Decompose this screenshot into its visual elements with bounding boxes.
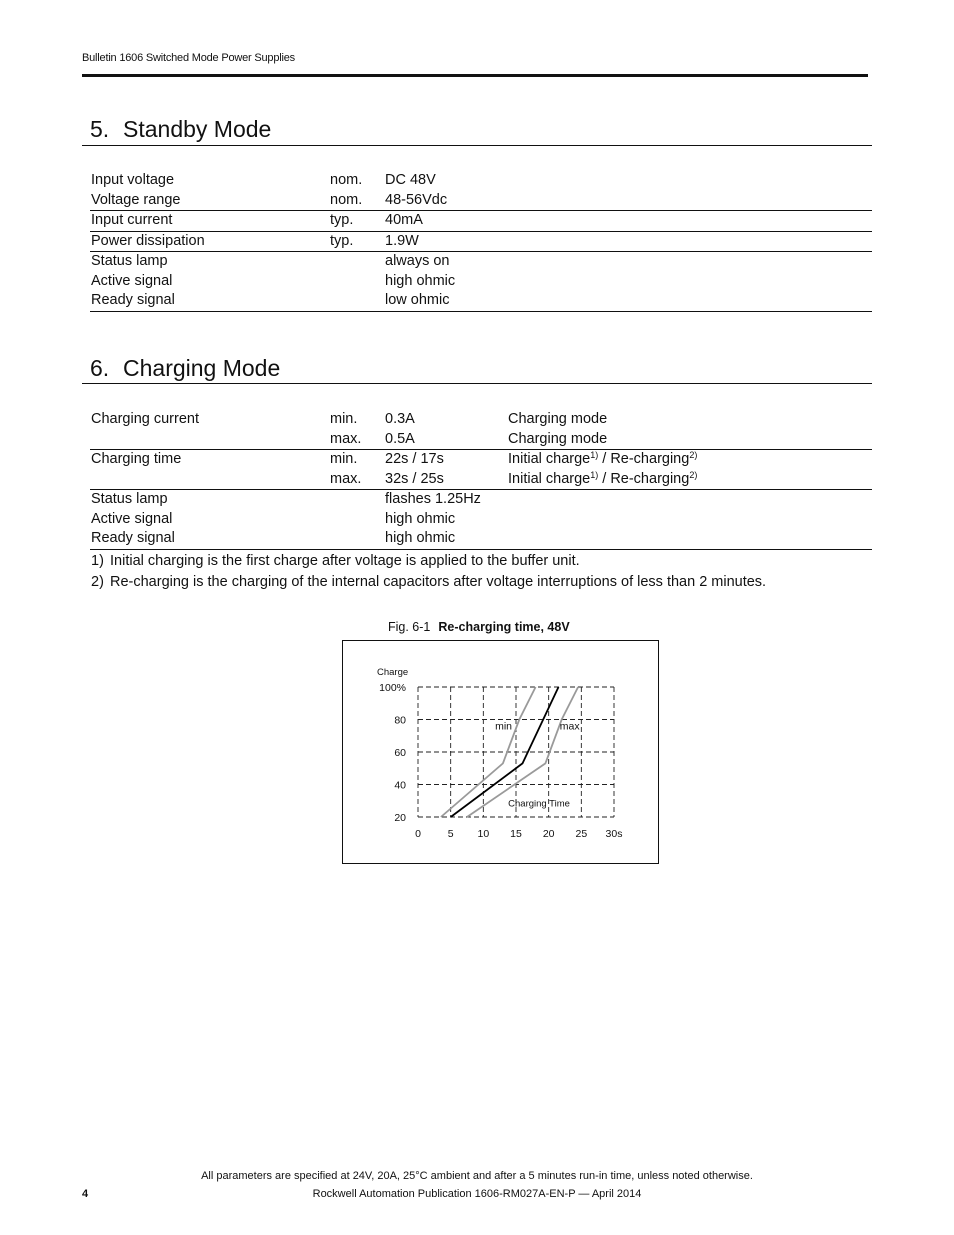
spec-row <box>90 191 872 211</box>
spec-qualifier: min. <box>330 451 358 467</box>
section-title-text: Standby Mode <box>123 116 272 142</box>
spec-row <box>90 171 872 191</box>
standby-spec-table <box>90 171 872 312</box>
remark-text: Initial charge <box>508 470 591 487</box>
section-title-standby <box>90 116 271 143</box>
footnote-ref: 2) <box>689 450 698 460</box>
recharging-chart <box>343 641 658 863</box>
spec-row <box>90 490 872 510</box>
spec-value: DC 48V <box>385 172 436 188</box>
spec-qualifier: typ. <box>330 212 354 228</box>
spec-row <box>90 529 872 549</box>
spec-parameter: Input current <box>91 212 173 228</box>
footnote-ref: 1) <box>590 450 599 460</box>
section-rule <box>82 145 872 146</box>
footer-publication: Rockwell Automation Publication 1606-RM027A-EN-P — April 2014 <box>312 1188 642 1200</box>
annotation-min: min <box>495 720 513 733</box>
remark-text: Charging mode <box>508 411 608 427</box>
spec-parameter: Ready signal <box>91 292 175 308</box>
y-tick-label: 20 <box>394 812 406 824</box>
section-title-charging <box>90 355 280 382</box>
x-tick-label: 5 <box>447 828 454 840</box>
spec-value: 22s / 17s <box>385 451 444 467</box>
spec-group <box>90 211 872 232</box>
x-tick-label: 20 <box>542 828 555 840</box>
annotation-max: max <box>559 720 580 733</box>
spec-value: always on <box>385 253 450 269</box>
section-number: 5. <box>90 116 110 142</box>
spec-remark <box>508 410 607 429</box>
spec-qualifier: typ. <box>330 232 354 249</box>
spec-group <box>90 232 872 253</box>
y-tick-label: 60 <box>394 747 406 759</box>
spec-parameter: Status lamp <box>91 491 168 507</box>
spec-parameter: Active signal <box>91 272 173 289</box>
spec-parameter: Input voltage <box>91 172 175 188</box>
spec-group <box>90 410 872 450</box>
header-rule <box>82 74 868 77</box>
x-tick-label: 15 <box>510 828 522 840</box>
y-axis-label: Charge <box>377 667 409 678</box>
chart-frame <box>342 640 659 864</box>
footnote-2: 2) Re-charging is the charging of the internal capacitors after voltage interruptions of less than 2 minutes. <box>91 574 767 590</box>
spec-row <box>90 211 872 231</box>
section-number: 6. <box>90 355 110 381</box>
footnote-1: 1) Initial charging is the first charge after voltage is applied to the buffer unit. <box>91 553 580 569</box>
figure-title: Re-charging time, 48V <box>438 620 570 634</box>
spec-remark <box>508 430 607 449</box>
charging-spec-table <box>90 410 872 550</box>
spec-group <box>90 450 872 490</box>
spec-remark <box>508 470 697 489</box>
remark-text: / Re-charging <box>598 470 690 487</box>
spec-group <box>90 252 872 312</box>
x-axis-label: Charging Time <box>508 798 570 810</box>
spec-qualifier: max. <box>330 430 362 447</box>
spec-row <box>90 450 872 470</box>
footer-note: All parameters are specified at 24V, 20A, 25°C ambient and after a 5 minutes run-in time, unless noted otherwise. <box>201 1170 753 1182</box>
footnote-ref: 1) <box>590 469 599 480</box>
spec-value: 1.9W <box>385 232 419 249</box>
x-tick-label: 10 <box>477 828 490 840</box>
spec-row <box>90 291 872 311</box>
spec-value: high ohmic <box>385 530 456 546</box>
remark-text: Charging mode <box>508 430 608 447</box>
spec-row <box>90 232 872 252</box>
y-tick-label: 80 <box>394 714 406 727</box>
spec-value: flashes 1.25Hz <box>385 491 481 507</box>
spec-parameter: Power dissipation <box>91 232 205 249</box>
spec-qualifier: max. <box>330 470 362 487</box>
spec-row <box>90 470 872 490</box>
spec-value: 40mA <box>385 212 423 228</box>
spec-value: 48-56Vdc <box>385 191 448 208</box>
spec-group <box>90 490 872 550</box>
page-number: 4 <box>82 1188 89 1200</box>
spec-value: high ohmic <box>385 510 456 527</box>
section-rule <box>82 383 872 384</box>
spec-row <box>90 272 872 292</box>
footnote-ref: 2) <box>689 469 698 480</box>
spec-parameter: Ready signal <box>91 530 175 546</box>
spec-remark <box>508 450 697 469</box>
spec-value: low ohmic <box>385 292 450 308</box>
spec-row <box>90 410 872 430</box>
spec-parameter: Charging time <box>91 451 182 467</box>
x-tick-label: 25 <box>575 828 588 840</box>
section-title-text: Charging Mode <box>123 355 281 381</box>
spec-row <box>90 510 872 530</box>
x-tick-label: 30s <box>605 828 623 840</box>
spec-qualifier: nom. <box>330 172 363 188</box>
spec-row <box>90 430 872 450</box>
spec-value: 0.3A <box>385 411 415 427</box>
y-tick-label: 100% <box>379 682 406 694</box>
spec-value: high ohmic <box>385 272 456 289</box>
spec-group <box>90 171 872 211</box>
figure-label: Fig. 6-1 <box>388 620 431 634</box>
spec-qualifier: nom. <box>330 191 363 208</box>
running-header: Bulletin 1606 Switched Mode Power Supplies <box>82 52 295 64</box>
spec-value: 0.5A <box>385 430 415 447</box>
spec-parameter: Active signal <box>91 510 173 527</box>
spec-qualifier: min. <box>330 411 358 427</box>
spec-parameter: Charging current <box>91 411 199 427</box>
y-tick-label: 40 <box>394 779 406 792</box>
x-tick-label: 0 <box>415 828 421 840</box>
remark-text: Initial charge <box>508 451 591 467</box>
figure-caption <box>388 620 570 634</box>
spec-row <box>90 252 872 272</box>
spec-value: 32s / 25s <box>385 470 444 487</box>
spec-parameter: Status lamp <box>91 253 168 269</box>
remark-text: / Re-charging <box>598 451 690 467</box>
spec-parameter: Voltage range <box>91 191 181 208</box>
